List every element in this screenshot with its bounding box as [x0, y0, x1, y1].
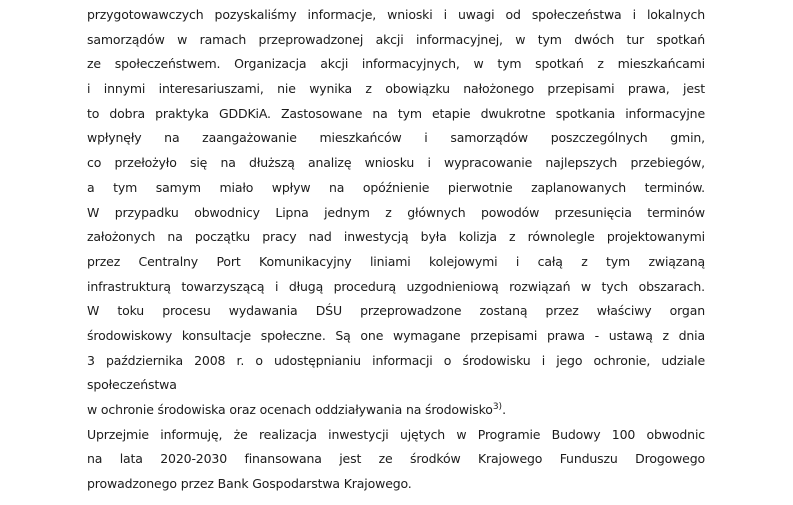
- text-line: infrastrukturą towarzyszącą i długą procedurą uzgodnieniową rozwiązań w tych obszarach.: [87, 278, 705, 294]
- footnote-marker: 3): [492, 401, 503, 412]
- text-line: i innymi interesariuszami, nie wynika z obowiązku nałożonego przepisami prawa, jest: [87, 81, 705, 97]
- text-line: a tym samym miało wpływ na opóźnienie pierwotnie zaplanowanych terminów.: [87, 179, 705, 195]
- text-line: ze społeczeństwem. Organizacja akcji informacyjnych, w tym spotkań z mieszkańcami: [87, 56, 705, 72]
- text-line: W przypadku obwodnicy Lipna jednym z głównych powodów przesunięcia terminów: [87, 204, 705, 220]
- text-line: to dobra praktyka GDDKiA. Zastosowane na tym etapie dwukrotne spotkania informacyjne: [87, 105, 705, 121]
- text-line: przez Centralny Port Komunikacyjny liniami kolejowymi i całą z tym związaną: [87, 253, 705, 269]
- text-line-with-footnote: [87, 398, 705, 423]
- text-line: W toku procesu wydawania DŚU przeprowadzone zostaną przez właściwy organ: [87, 303, 705, 319]
- text-line: przygotowawczych pozyskaliśmy informacje, wnioski i uwagi od społeczeństwa i lokalnych: [87, 7, 705, 22]
- text-segment: .: [502, 402, 506, 417]
- text-line: wpłynęły na zaangażowanie mieszkańców i samorządów poszczególnych gmin,: [87, 130, 705, 146]
- text-line: co przełożyło się na dłuższą analizę wniosku i wypracowanie najlepszych przebiegów,: [87, 155, 705, 171]
- text-line: społeczeństwa: [87, 377, 177, 393]
- body-text: [87, 3, 705, 497]
- text-line: 3 października 2008 r. o udostępnianiu informacji o środowisku i jego ochronie, udziale: [87, 352, 705, 368]
- text-line: prowadzonego przez Bank Gospodarstwa Krajowego.: [87, 476, 412, 492]
- text-line: na lata 2020-2030 finansowana jest ze środków Krajowego Funduszu Drogowego: [87, 451, 705, 467]
- text-segment: w ochronie środowiska oraz ocenach oddziaływania na środowisko: [87, 402, 493, 417]
- text-line: Uprzejmie informuję, że realizacja inwestycji ujętych w Programie Budowy 100 obwodnic: [87, 426, 705, 442]
- text-line: samorządów w ramach przeprowadzonej akcji informacyjnej, w tym dwóch tur spotkań: [87, 31, 705, 47]
- text-line: środowiskowy konsultacje społeczne. Są one wymagane przepisami prawa - ustawą z dnia: [87, 327, 705, 343]
- text-line: założonych na początku pracy nad inwestycją była kolizja z równolegle projektowanymi: [87, 229, 705, 245]
